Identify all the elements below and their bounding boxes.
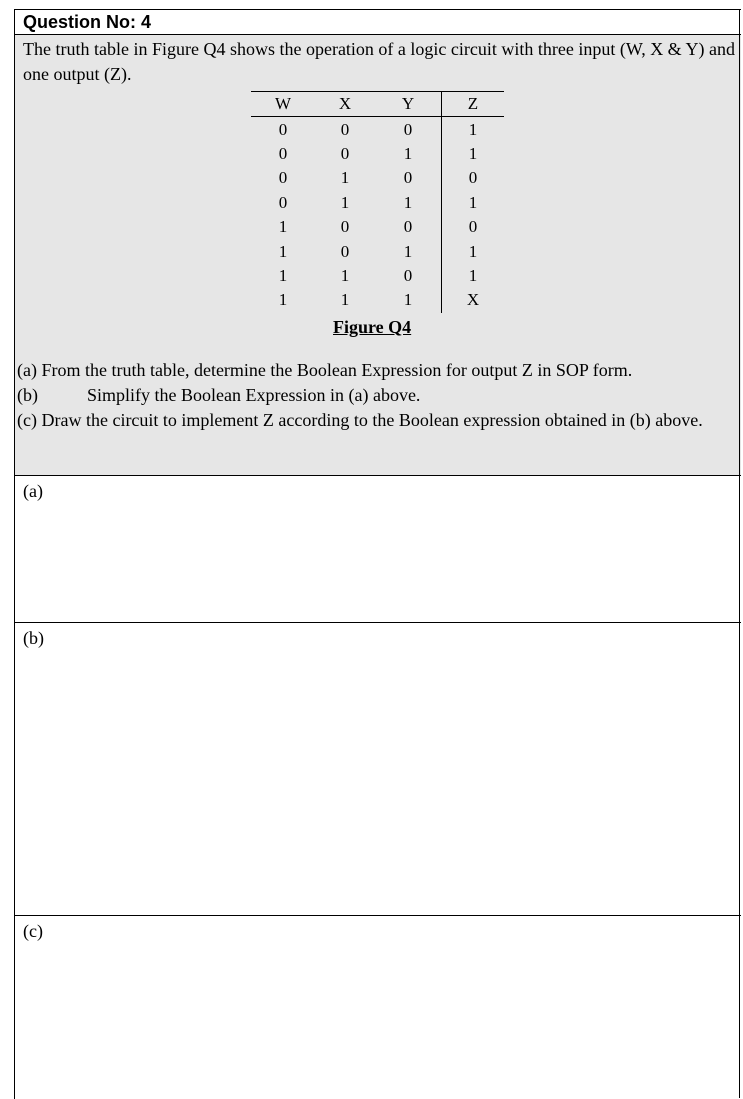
cell-x: 1 xyxy=(340,265,350,285)
cell-y: 1 xyxy=(403,192,413,212)
task-a: (a) From the truth table, determine the Boolean Expression for output Z in SOP form. xyxy=(17,360,633,380)
task-b xyxy=(17,383,737,408)
task-b-text: Simplify the Boolean Expression in (a) above. xyxy=(87,385,421,405)
cell-w: 0 xyxy=(278,119,288,139)
question-sheet xyxy=(14,9,741,1099)
truth-table xyxy=(251,91,504,313)
cell-x: 0 xyxy=(340,119,350,139)
cell-w: 0 xyxy=(278,143,288,163)
cell-y: 1 xyxy=(403,241,413,261)
cell-x: 1 xyxy=(340,192,350,212)
answer-area-c[interactable] xyxy=(15,916,741,1099)
page-border-right xyxy=(739,9,740,1098)
table-row xyxy=(251,142,504,166)
cell-z: 0 xyxy=(442,215,505,239)
header-w: W xyxy=(251,92,315,117)
answer-label-c: (c) xyxy=(23,921,43,941)
title-row xyxy=(15,10,741,35)
cell-z: 1 xyxy=(442,191,505,215)
cell-x: 1 xyxy=(340,168,350,188)
cell-w: 1 xyxy=(278,290,288,310)
cell-y: 0 xyxy=(403,217,413,237)
cell-z: X xyxy=(442,288,505,312)
cell-w: 0 xyxy=(278,192,288,212)
table-row xyxy=(251,117,504,142)
answer-label-a: (a) xyxy=(23,481,43,501)
header-z: Z xyxy=(442,92,505,117)
cell-w: 1 xyxy=(278,217,288,237)
question-block xyxy=(15,35,741,476)
header-x: X xyxy=(315,92,375,117)
task-c: (c) Draw the circuit to implement Z according to the Boolean expression obtained in (b) above. xyxy=(17,410,703,430)
cell-z: 1 xyxy=(442,264,505,288)
cell-w: 0 xyxy=(278,168,288,188)
question-title: Question No: 4 xyxy=(23,12,152,32)
answer-label-b: (b) xyxy=(23,628,44,648)
question-intro: The truth table in Figure Q4 shows the operation of a logic circuit with three input (W, X & Y) and one output (Z). xyxy=(23,39,736,84)
truth-table-header-row xyxy=(251,92,504,117)
cell-z: 0 xyxy=(442,166,505,190)
answer-area-b[interactable] xyxy=(15,623,741,916)
task-list xyxy=(17,358,737,433)
table-row xyxy=(251,191,504,215)
cell-z: 1 xyxy=(442,117,505,142)
answer-area-a[interactable] xyxy=(15,476,741,623)
cell-y: 0 xyxy=(403,119,413,139)
cell-x: 0 xyxy=(340,241,350,261)
table-row xyxy=(251,264,504,288)
table-row xyxy=(251,239,504,263)
cell-y: 1 xyxy=(403,143,413,163)
cell-y: 0 xyxy=(403,168,413,188)
cell-z: 1 xyxy=(442,142,505,166)
figure-caption: Figure Q4 xyxy=(333,317,412,337)
cell-w: 1 xyxy=(278,241,288,261)
table-row xyxy=(251,288,504,312)
cell-x: 1 xyxy=(340,290,350,310)
cell-w: 1 xyxy=(278,265,288,285)
cell-x: 0 xyxy=(340,217,350,237)
header-y: Y xyxy=(375,92,442,117)
table-row xyxy=(251,166,504,190)
cell-x: 0 xyxy=(340,143,350,163)
table-row xyxy=(251,215,504,239)
cell-y: 0 xyxy=(403,265,413,285)
cell-z: 1 xyxy=(442,239,505,263)
task-b-label: (b) xyxy=(17,385,38,405)
cell-y: 1 xyxy=(403,290,413,310)
